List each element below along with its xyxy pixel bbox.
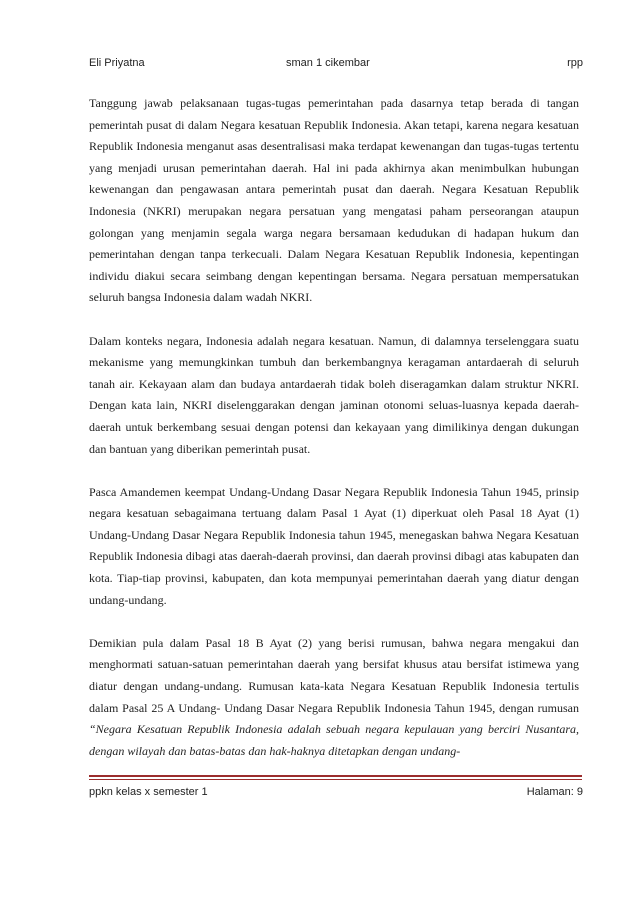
paragraph-3-text: Pasca Amandemen keempat Undang-Undang Dasar Negara Republik Indonesia Tahun 1945, prinsip negara kesatuan sebagaimana tertuang dalam Pasal 1 Ayat (1) diperkuat oleh Pasal 18 Ayat (1) Undang-Undang Dasar Negara Republik Indonesia tahun 1945, menegaskan bahwa Negara Kesatuan Republik Indonesia dibagi atas daerah-daerah provinsi, dan daerah provinsi dibagi atas kabupaten dan kota. Tiap-tiap provinsi, kabupaten, dan kota mempunyai pemerintahan daerah yang diatur dengan undang-undang.	[89, 484, 579, 607]
footer-subject: ppkn kelas x semester 1	[89, 786, 208, 798]
paragraph-2-text: Dalam konteks negara, Indonesia adalah negara kesatuan. Namun, di dalamnya terselenggara suatu mekanisme yang memungkinkan tumbuh dan berkembangnya keragaman antardaerah di seluruh tanah air. Kekayaan alam dan budaya antardaerah tidak boleh diseragamkan dalam struktur NKRI. Dengan kata lain, NKRI diselenggarakan dengan jaminan otonomi seluas-luasnya kepada daerah- daerah untuk berkembang sesuai dengan potensi dan kekayaan yang dimilikinya dengan dukungan dan bantuan yang diberikan pemerintah pusat.	[89, 333, 579, 456]
footer-divider-thin	[89, 779, 582, 780]
paragraph-1-text: Tanggung jawab pelaksanaan tugas-tugas pemerintahan pada dasarnya tetap berada di tangan pemerintah pusat di dalam Negara kesatuan Republik Indonesia. Akan tetapi, karena negara kesatuan Republik Indonesia menganut asas desentralisasi maka terdapat kewenangan dan tugas-tugas tertentu yang menjadi urusan pemerintahan daerah. Hal ini pada akhirnya akan menimbulkan hubungan kewenangan dan pengawasan antara pemerintah pusat dan daerah. Negara Kesatuan Republik Indonesia (NKRI) merupakan negara persatuan yang mengatasi paham perseorangan ataupun golongan yang menjamin segala warga negara bersamaan kedudukan di hadapan hukum dan pemerintahan dengan tanpa terkecuali. Dalam Negara Kesatuan Republik Indonesia, kepentingan individu diakui secara seimbang dengan kepentingan bersama. Negara persatuan mempersatukan seluruh bangsa Indonesia dalam wadah NKRI.	[89, 96, 579, 305]
paragraph-4	[89, 633, 579, 763]
paragraph-4-quote: “Negara Kesatuan Republik Indonesia adalah sebuah negara kepulauan yang berciri Nusantara, dengan wilayah dan batas-batas dan hak-haknya ditetapkan dengan undang-	[89, 722, 579, 758]
header-author: Eli Priyatna	[89, 57, 145, 69]
paragraph-1	[89, 93, 579, 309]
footer-divider-thick	[89, 775, 582, 777]
paragraph-2	[89, 331, 579, 461]
header-school: sman 1 cikembar	[286, 57, 370, 69]
footer-page-number: Halaman: 9	[526, 786, 583, 798]
page-footer	[89, 786, 583, 802]
paragraph-4-text: Demikian pula dalam Pasal 18 B Ayat (2) yang berisi rumusan, bahwa negara mengakui dan menghormati satuan-satuan pemerintahan daerah yang bersifat khusus atau bersifat istimewa yang diatur dengan undang-undang. Rumusan kata-kata Negara Kesatuan Republik Indonesia tertulis dalam Pasal 25 A Undang- Undang Dasar Negara Republik Indonesia Tahun 1945, dengan rumusan	[89, 635, 579, 715]
paragraph-3	[89, 482, 579, 612]
header-doc-type: rpp	[567, 57, 583, 69]
page-header	[89, 57, 583, 73]
document-body	[89, 93, 579, 762]
